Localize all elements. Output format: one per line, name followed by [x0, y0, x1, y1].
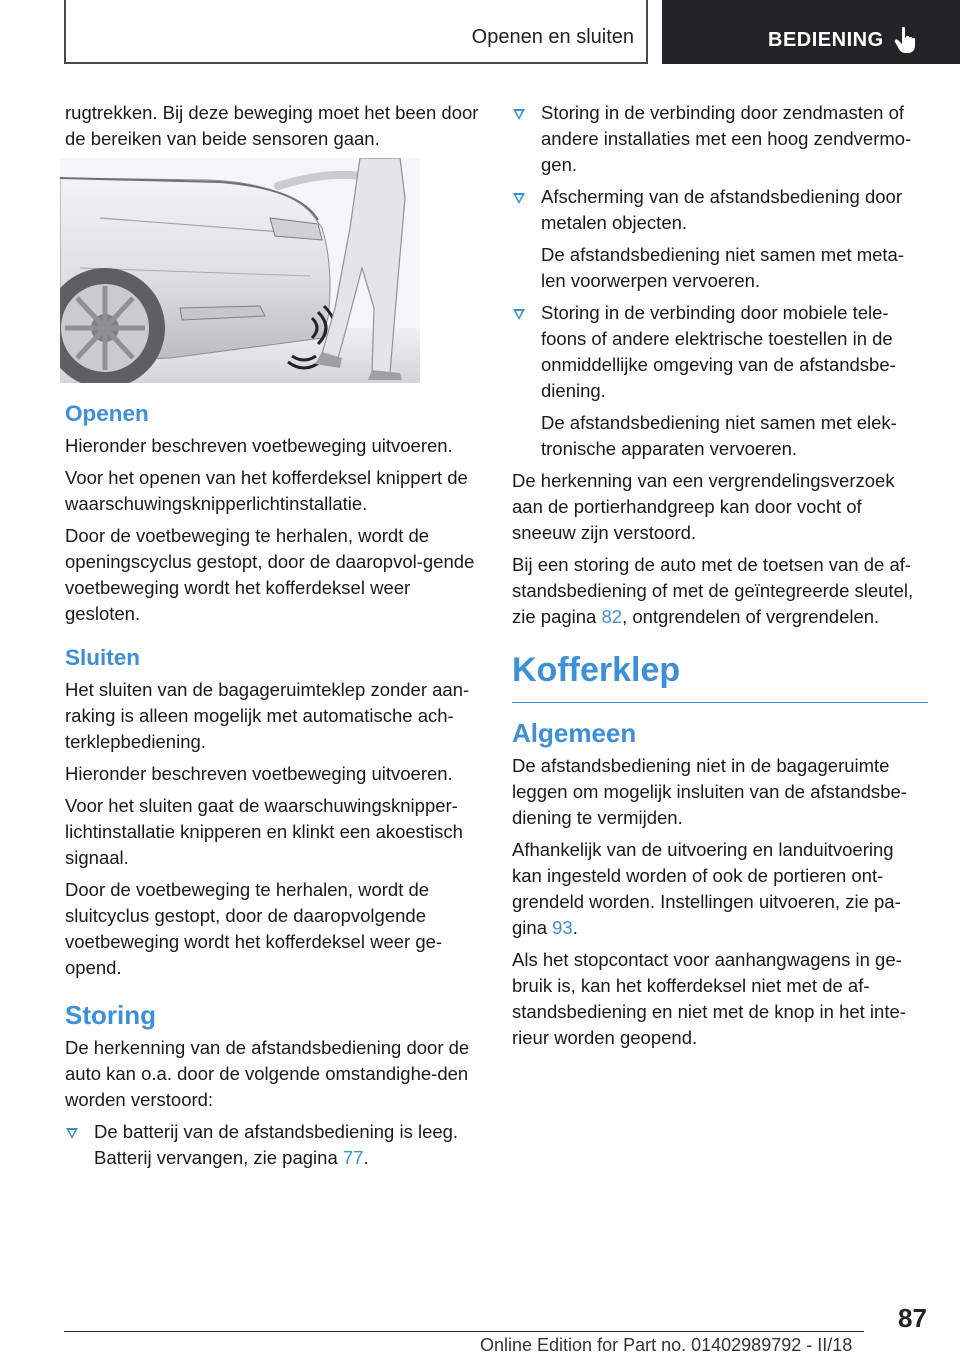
chapter-divider	[512, 702, 928, 703]
vocht-paragraph: De herkenning van een vergrendelingsverzoek aan de portierhandgreep kan door vocht of sneeuw zijn verstoord.	[512, 470, 895, 543]
sluiten-paragraph-4: Door de voetbeweging te herhalen, wordt de sluitcyclus gestopt, door de daaropvolgende voetbeweging wordt het kofferdeksel weer ge-opend.	[65, 879, 443, 978]
storing-bullet-zendmasten: Storing in de verbinding door zendmasten of andere installaties met een hoog zendvermo-gen.	[512, 100, 928, 178]
page-link-82[interactable]: 82	[601, 606, 623, 627]
foot-gesture-trunk-illustration	[60, 158, 420, 383]
openen-paragraph-3: Door de voetbeweging te herhalen, wordt de openingscyclus gestopt, door de daaropvol-gende voetbeweging wordt het kofferdeksel weer gesloten.	[65, 525, 475, 624]
algemeen-paragraph-1: De afstandsbediening niet in de bagageruimte leggen om mogelijk insluiten van de afstandsbe-diening te vermijden.	[512, 755, 907, 828]
header-chapter-title: BEDIENING	[768, 29, 884, 51]
right-column	[512, 100, 928, 1057]
kofferklep-chapter-heading: Kofferklep	[512, 651, 681, 689]
footer-divider	[64, 1331, 864, 1332]
storing-paragraph: De herkenning van de afstandsbediening door de auto kan o.a. door de volgende omstandighe-den worden verstoord:	[65, 1037, 470, 1110]
sluiten-heading: Sluiten	[65, 645, 141, 670]
header-chapter-box	[662, 0, 960, 64]
page-number: 87	[898, 1303, 927, 1333]
intro-paragraph: rugtrekken. Bij deze beweging moet het been door de bereiken van beide sensoren gaan.	[65, 102, 479, 149]
hand-pointer-icon	[894, 26, 920, 54]
header-section-title: Openen en sluiten	[471, 26, 634, 48]
sluiten-paragraph-3: Voor het sluiten gaat de waarschuwingsknipper-lichtinstallatie knipperen en klinkt een akoestisch signaal.	[65, 795, 463, 868]
bullet-triangle-icon	[513, 309, 525, 320]
sluiten-paragraph-1: Het sluiten van de bagageruimteklep zonder aan-raking is alleen mogelijk met automatische ach-terklepbediening.	[65, 679, 470, 752]
openen-paragraph-1: Hieronder beschreven voetbeweging uitvoeren.	[65, 435, 453, 456]
bullet-triangle-icon	[66, 1128, 78, 1139]
storing-heading: Storing	[65, 1000, 156, 1030]
page-link-77[interactable]: 77	[342, 1147, 364, 1168]
storing-bullet-mobiele-telefoons: Storing in de verbinding door mobiele tele-foons of andere elektrische toestellen in de onmiddellijke omgeving van de afstandsbe-diening.	[512, 300, 928, 404]
storing-bullet-battery: De batterij van de afstandsbediening is leeg. Batterij vervangen, zie pagina 77.	[65, 1119, 481, 1171]
header-section-box	[64, 0, 648, 64]
mobiele-telefoons-note: De afstandsbediening niet samen met elek-tronische apparaten vervoeren.	[541, 412, 897, 459]
openen-paragraph-2: Voor het openen van het kofferdeksel knippert de waarschuwingsknipperlichtinstallatie.	[65, 467, 468, 514]
left-column	[65, 100, 481, 1177]
algemeen-heading: Algemeen	[512, 718, 637, 748]
storing-bullet-afscherming: Afscherming van de afstandsbediening door metalen objecten.	[512, 184, 928, 236]
algemeen-paragraph-3: Als het stopcontact voor aanhangwagens in ge-bruik is, kan het kofferdeksel niet met de af-standsbediening en niet met de knop in het inte-rieur worden geopend.	[512, 949, 906, 1048]
afscherming-note: De afstandsbediening niet samen met meta-len voorwerpen vervoeren.	[541, 244, 905, 291]
algemeen-paragraph-2: Afhankelijk van de uitvoering en landuitvoering kan ingesteld worden of ook de portieren ont-grendeld worden. Instellingen uitvoeren, zie pa-gina 93.	[512, 839, 901, 938]
bullet-triangle-icon	[513, 193, 525, 204]
bullet-triangle-icon	[513, 109, 525, 120]
footer-edition-text: Online Edition for Part no. 01402989792 - II/18	[480, 1335, 853, 1355]
sluiten-paragraph-2: Hieronder beschreven voetbeweging uitvoeren.	[65, 763, 453, 784]
openen-heading: Openen	[65, 401, 149, 426]
page-link-93[interactable]: 93	[552, 917, 573, 938]
storing-noodbediening-paragraph: Bij een storing de auto met de toetsen van de af-standsbediening of met de geïntegreerde sleutel, zie pagina 82, ontgrendelen of vergrendelen.	[512, 554, 914, 627]
